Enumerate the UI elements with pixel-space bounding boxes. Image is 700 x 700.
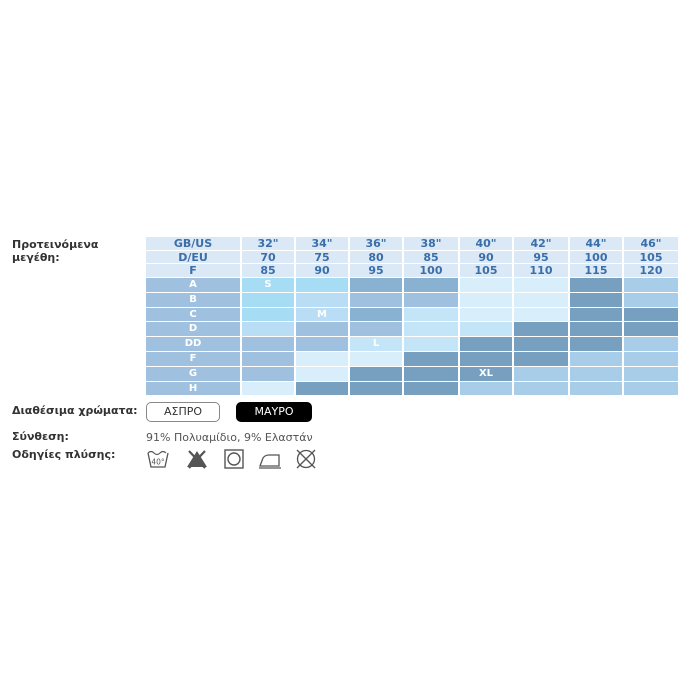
size-header-value: 32" xyxy=(242,237,296,251)
size-grid-cell xyxy=(242,337,296,352)
size-grid-cell xyxy=(624,293,680,308)
size-grid-cell xyxy=(404,278,460,293)
size-grid-cell xyxy=(460,278,514,293)
size-grid-cell xyxy=(404,367,460,382)
size-grid-cell xyxy=(296,337,350,352)
size-grid-cell xyxy=(460,382,514,397)
size-grid-cell xyxy=(460,308,514,323)
cup-size-label: DD xyxy=(146,337,242,352)
cup-size-label: C xyxy=(146,308,242,323)
size-header-value: 38" xyxy=(404,237,460,251)
size-grid-cell xyxy=(296,367,350,382)
size-grid-cell xyxy=(514,352,570,367)
size-grid-cell xyxy=(624,278,680,293)
composition-label: Σύνθεση: xyxy=(12,430,69,443)
size-header-value: 75 xyxy=(296,251,350,265)
size-grid-cell xyxy=(624,352,680,367)
size-header-value: 34" xyxy=(296,237,350,251)
sizes-label: Προτεινόμενα μεγέθη: xyxy=(12,238,99,264)
wash-temperature-label: 40° xyxy=(151,457,165,467)
size-grid-cell xyxy=(460,337,514,352)
size-header-value: 44" xyxy=(570,237,624,251)
size-grid-cell xyxy=(570,308,624,323)
size-grid-cell xyxy=(296,352,350,367)
size-header-label: D/EU xyxy=(146,251,242,265)
size-header-value: 115 xyxy=(570,264,624,278)
size-mark-s: S xyxy=(264,279,272,290)
size-header-value: 105 xyxy=(460,264,514,278)
size-mark-m: M xyxy=(317,308,327,320)
colors-label: Διαθέσιμα χρώματα: xyxy=(12,404,138,417)
size-grid-cell xyxy=(404,337,460,352)
size-grid-cell xyxy=(350,278,404,293)
care-label: Οδηγίες πλύσης: xyxy=(12,448,116,461)
color-option-black[interactable]: ΜΑΥΡΟ xyxy=(236,402,312,422)
no-tumble-dry-icon xyxy=(222,448,246,470)
size-header-value: 120 xyxy=(624,264,680,278)
size-grid-cell xyxy=(404,352,460,367)
cup-size-label: F xyxy=(146,352,242,367)
size-grid-cell xyxy=(514,293,570,308)
size-grid-cell xyxy=(350,367,404,382)
size-header-value: 100 xyxy=(404,264,460,278)
size-grid-cell xyxy=(460,352,514,367)
size-grid-cell xyxy=(242,352,296,367)
size-grid-cell xyxy=(514,278,570,293)
size-header-value: 40" xyxy=(460,237,514,251)
size-grid-cell xyxy=(242,367,296,382)
size-header-label: F xyxy=(146,264,242,278)
size-grid-cell xyxy=(296,322,350,337)
size-grid-cell xyxy=(624,367,680,382)
size-grid-cell xyxy=(570,367,624,382)
size-grid-cell xyxy=(350,382,404,397)
size-grid-cell xyxy=(242,308,296,323)
size-header-value: 80 xyxy=(350,251,404,265)
size-grid-cell xyxy=(624,322,680,337)
size-grid-cell xyxy=(514,382,570,397)
size-grid-cell xyxy=(404,382,460,397)
size-grid-cell xyxy=(350,322,404,337)
size-grid-cell xyxy=(514,322,570,337)
size-grid-cell xyxy=(570,278,624,293)
size-mark-l: L xyxy=(372,338,380,350)
size-grid-cell xyxy=(404,293,460,308)
size-header-value: 105 xyxy=(624,251,680,265)
size-header-value: 36" xyxy=(350,237,404,251)
size-header-value: 100 xyxy=(570,251,624,265)
size-header-value: 46" xyxy=(624,237,680,251)
cup-size-label: A xyxy=(146,278,242,293)
color-option-white[interactable]: ΑΣΠΡΟ xyxy=(146,402,220,422)
size-grid-cell xyxy=(570,382,624,397)
size-header-value: 70 xyxy=(242,251,296,265)
composition-value: 91% Πολυαμίδιο, 9% Ελαστάν xyxy=(146,431,313,444)
size-grid-cell xyxy=(296,382,350,397)
size-header-value: 85 xyxy=(242,264,296,278)
size-grid-cell xyxy=(514,308,570,323)
size-grid-cell xyxy=(296,293,350,308)
size-grid-cell xyxy=(242,382,296,397)
size-grid-cell xyxy=(624,382,680,397)
size-grid-cell xyxy=(570,322,624,337)
size-header-label: GB/US xyxy=(146,237,242,251)
size-grid-cell xyxy=(514,337,570,352)
wash-40-icon xyxy=(146,448,170,470)
size-grid-cell xyxy=(404,322,460,337)
size-grid-cell xyxy=(404,308,460,323)
size-grid-cell xyxy=(460,322,514,337)
size-grid-cell xyxy=(570,352,624,367)
size-mark-xl: XL xyxy=(478,367,494,379)
size-header-value: 85 xyxy=(404,251,460,265)
size-grid-cell xyxy=(570,337,624,352)
size-header-value: 95 xyxy=(514,251,570,265)
size-header-value: 90 xyxy=(296,264,350,278)
no-dry-clean-icon xyxy=(294,448,318,470)
size-grid-cell xyxy=(624,337,680,352)
size-grid-cell xyxy=(242,322,296,337)
size-grid-cell xyxy=(624,308,680,323)
cup-size-label: H xyxy=(146,382,242,397)
size-grid-cell xyxy=(296,278,350,293)
cup-size-label: D xyxy=(146,322,242,337)
no-iron-icon xyxy=(258,448,282,470)
size-grid-cell xyxy=(570,293,624,308)
size-grid-cell xyxy=(350,352,404,367)
size-grid-cell xyxy=(242,293,296,308)
size-header-value: 90 xyxy=(460,251,514,265)
size-header-value: 95 xyxy=(350,264,404,278)
size-grid-cell xyxy=(514,367,570,382)
size-grid-cell xyxy=(350,293,404,308)
size-header-value: 42" xyxy=(514,237,570,251)
cup-size-label: B xyxy=(146,293,242,308)
no-bleach-icon xyxy=(185,448,209,470)
size-grid-cell xyxy=(460,293,514,308)
size-grid-cell xyxy=(350,308,404,323)
size-header-value: 110 xyxy=(514,264,570,278)
cup-size-label: G xyxy=(146,367,242,382)
